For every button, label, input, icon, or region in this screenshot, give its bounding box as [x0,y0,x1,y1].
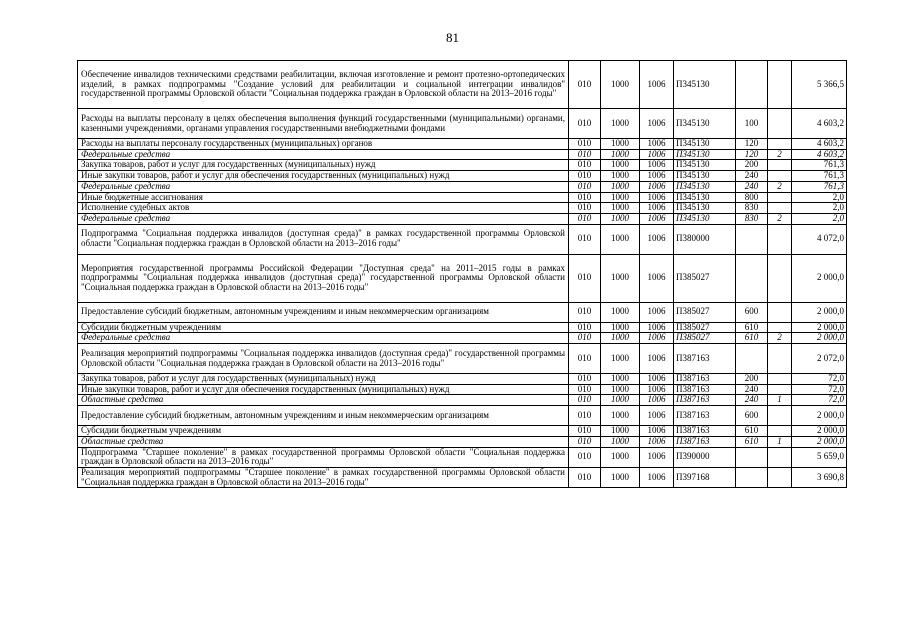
cell-amount: 4 603,2 [792,149,847,160]
cell-ministry-code: 010 [569,160,601,171]
cell-funding-source [768,322,792,333]
cell-amount: 5 366,5 [792,61,847,109]
cell-funding-source [768,467,792,487]
table-row [78,344,847,374]
cell-amount: 2 000,0 [792,322,847,333]
cell-amount: 72,0 [792,384,847,395]
table-row [78,109,847,139]
cell-description: Федеральные средства [78,181,569,192]
cell-section-code: 1000 [601,181,640,192]
table-row [78,139,847,150]
cell-target-article: П380000 [674,224,736,254]
cell-description: Реализация мероприятий подпрограммы "Социальная поддержка инвалидов (доступная среда)" государственной программы Орловской области "Социальная поддержка граждан в Орловской области на 2013–2016 годы" [78,344,569,374]
cell-expense-type [736,254,768,302]
cell-expense-type: 240 [736,384,768,395]
cell-description: Субсидии бюджетным учреждениям [78,322,569,333]
cell-section-code: 1000 [601,344,640,374]
cell-ministry-code: 010 [569,61,601,109]
cell-description: Исполнение судебных актов [78,203,569,214]
cell-ministry-code: 010 [569,333,601,344]
cell-subsection-code: 1006 [640,395,674,406]
cell-ministry-code: 010 [569,395,601,406]
table-row [78,333,847,344]
cell-target-article: П345130 [674,203,736,214]
table-row [78,213,847,224]
table-row [78,171,847,182]
cell-funding-source: 2 [768,333,792,344]
cell-section-code: 1000 [601,302,640,322]
cell-funding-source: 1 [768,395,792,406]
cell-amount: 2,0 [792,213,847,224]
cell-amount: 72,0 [792,374,847,385]
cell-funding-source [768,203,792,214]
cell-expense-type [736,344,768,374]
cell-subsection-code: 1006 [640,203,674,214]
cell-funding-source [768,139,792,150]
cell-subsection-code: 1006 [640,302,674,322]
cell-description: Расходы на выплаты персоналу в целях обеспечения выполнения функций государственными (муниципальными) органами, казенными учреждениями, органами управления государственными внебюджетными фондами [78,109,569,139]
table-row [78,302,847,322]
cell-section-code: 1000 [601,224,640,254]
cell-amount: 4 072,0 [792,224,847,254]
cell-amount: 2 000,0 [792,436,847,447]
cell-subsection-code: 1006 [640,160,674,171]
cell-subsection-code: 1006 [640,213,674,224]
table-row [78,447,847,467]
cell-expense-type: 600 [736,406,768,426]
cell-expense-type [736,224,768,254]
cell-target-article: П385027 [674,322,736,333]
cell-ministry-code: 010 [569,302,601,322]
cell-target-article: П387163 [674,426,736,437]
cell-description: Предоставление субсидий бюджетным, автономным учреждениям и иным некоммерческим организациям [78,302,569,322]
cell-amount: 2 000,0 [792,406,847,426]
cell-funding-source [768,224,792,254]
cell-section-code: 1000 [601,203,640,214]
cell-funding-source [768,302,792,322]
cell-subsection-code: 1006 [640,254,674,302]
cell-subsection-code: 1006 [640,139,674,150]
table-row [78,426,847,437]
cell-target-article: П385027 [674,302,736,322]
table-row [78,160,847,171]
cell-expense-type: 830 [736,213,768,224]
cell-target-article: П345130 [674,192,736,203]
table-row [78,436,847,447]
cell-description: Федеральные средства [78,213,569,224]
cell-target-article: П345130 [674,160,736,171]
cell-expense-type: 120 [736,139,768,150]
cell-expense-type: 100 [736,109,768,139]
cell-expense-type: 120 [736,149,768,160]
cell-target-article: П387163 [674,395,736,406]
cell-subsection-code: 1006 [640,467,674,487]
table-row [78,254,847,302]
cell-target-article: П387163 [674,436,736,447]
cell-section-code: 1000 [601,395,640,406]
cell-funding-source [768,406,792,426]
cell-section-code: 1000 [601,384,640,395]
cell-expense-type: 200 [736,374,768,385]
cell-target-article: П387163 [674,384,736,395]
cell-subsection-code: 1006 [640,447,674,467]
cell-description: Иные закупки товаров, работ и услуг для обеспечения государственных (муниципальных) нужд [78,171,569,182]
cell-ministry-code: 010 [569,406,601,426]
cell-description: Субсидии бюджетным учреждениям [78,426,569,437]
table-row [78,192,847,203]
cell-funding-source: 1 [768,436,792,447]
cell-section-code: 1000 [601,160,640,171]
cell-target-article: П345130 [674,61,736,109]
cell-expense-type: 800 [736,192,768,203]
cell-subsection-code: 1006 [640,181,674,192]
cell-subsection-code: 1006 [640,171,674,182]
cell-ministry-code: 010 [569,467,601,487]
cell-target-article: П345130 [674,181,736,192]
cell-expense-type [736,61,768,109]
cell-funding-source [768,426,792,437]
cell-target-article: П387163 [674,406,736,426]
cell-funding-source [768,374,792,385]
table-row [78,61,847,109]
cell-section-code: 1000 [601,61,640,109]
cell-amount: 2 000,0 [792,426,847,437]
cell-description: Мероприятия государственной программы Российской Федерации "Доступная среда" на 2011–2015 годы в рамках подпрограммы "Социальная поддержка инвалидов (доступная среда)" государственной программы Орловской области "Социальная поддержка граждан в Орловской области на 2013–2016 годы" [78,254,569,302]
cell-ministry-code: 010 [569,384,601,395]
cell-expense-type: 240 [736,171,768,182]
cell-section-code: 1000 [601,436,640,447]
cell-expense-type: 600 [736,302,768,322]
cell-section-code: 1000 [601,171,640,182]
cell-description: Федеральные средства [78,149,569,160]
cell-funding-source: 2 [768,181,792,192]
table-row [78,374,847,385]
cell-expense-type [736,447,768,467]
cell-subsection-code: 1006 [640,384,674,395]
cell-subsection-code: 1006 [640,109,674,139]
cell-target-article: П345130 [674,171,736,182]
cell-ministry-code: 010 [569,171,601,182]
cell-ministry-code: 010 [569,344,601,374]
cell-expense-type: 610 [736,436,768,447]
cell-section-code: 1000 [601,333,640,344]
cell-amount: 2 000,0 [792,333,847,344]
cell-description: Иные бюджетные ассигнования [78,192,569,203]
cell-section-code: 1000 [601,406,640,426]
cell-funding-source: 2 [768,213,792,224]
cell-description: Федеральные средства [78,333,569,344]
cell-amount: 2,0 [792,203,847,214]
cell-amount: 2,0 [792,192,847,203]
cell-target-article: П387163 [674,374,736,385]
cell-expense-type: 610 [736,333,768,344]
cell-expense-type: 240 [736,181,768,192]
cell-amount: 72,0 [792,395,847,406]
cell-section-code: 1000 [601,109,640,139]
cell-amount: 761,3 [792,160,847,171]
cell-amount: 2 072,0 [792,344,847,374]
cell-description: Реализация мероприятий подпрограммы "Старшее поколение" в рамках государственной программы Орловской области "Социальная поддержка граждан в Орловской области на 2013–2016 годы" [78,467,569,487]
cell-amount: 4 603,2 [792,139,847,150]
cell-description: Подпрограмма "Старшее поколение" в рамках государственной программы Орловской области "Социальная поддержка граждан в Орловской области на 2013–2016 годы" [78,447,569,467]
cell-description: Иные закупки товаров, работ и услуг для обеспечения государственных (муниципальных) нужд [78,384,569,395]
cell-target-article: П345130 [674,149,736,160]
cell-ministry-code: 010 [569,149,601,160]
cell-ministry-code: 010 [569,192,601,203]
cell-expense-type: 830 [736,203,768,214]
cell-funding-source [768,254,792,302]
cell-section-code: 1000 [601,374,640,385]
table-row [78,406,847,426]
cell-subsection-code: 1006 [640,61,674,109]
cell-section-code: 1000 [601,467,640,487]
cell-funding-source [768,447,792,467]
cell-target-article: П397168 [674,467,736,487]
table-row [78,203,847,214]
cell-target-article: П387163 [674,344,736,374]
table-row [78,322,847,333]
cell-funding-source [768,109,792,139]
cell-funding-source [768,344,792,374]
cell-amount: 2 000,0 [792,302,847,322]
cell-section-code: 1000 [601,254,640,302]
cell-description: Расходы на выплаты персоналу государственных (муниципальных) органов [78,139,569,150]
cell-section-code: 1000 [601,149,640,160]
cell-subsection-code: 1006 [640,333,674,344]
cell-ministry-code: 010 [569,224,601,254]
cell-subsection-code: 1006 [640,192,674,203]
cell-ministry-code: 010 [569,181,601,192]
cell-section-code: 1000 [601,213,640,224]
cell-amount: 3 690,8 [792,467,847,487]
cell-description: Подпрограмма "Социальная поддержка инвалидов (доступная среда)" в рамках государственной программы Орловской области "Социальная поддержка граждан в Орловской области на 2013–2016 годы" [78,224,569,254]
cell-target-article: П345130 [674,139,736,150]
cell-section-code: 1000 [601,426,640,437]
table-row [78,395,847,406]
cell-ministry-code: 010 [569,374,601,385]
budget-table [77,60,847,488]
cell-section-code: 1000 [601,192,640,203]
cell-subsection-code: 1006 [640,344,674,374]
cell-funding-source [768,160,792,171]
cell-amount: 761,3 [792,171,847,182]
cell-expense-type: 200 [736,160,768,171]
cell-target-article: П385027 [674,254,736,302]
cell-description: Обеспечение инвалидов техническими средствами реабилитации, включая изготовление и ремонт протезно-ортопедических изделий, в рамках подпрограммы "Создание условий для реабилитации и социальной интеграции инвалидов" государственной программы Орловской области "Социальная поддержка граждан в Орловской области на 2013–2016 годы" [78,61,569,109]
cell-subsection-code: 1006 [640,224,674,254]
cell-ministry-code: 010 [569,213,601,224]
cell-subsection-code: 1006 [640,436,674,447]
cell-amount: 2 000,0 [792,254,847,302]
cell-expense-type: 610 [736,426,768,437]
cell-target-article: П385027 [674,333,736,344]
table-row [78,384,847,395]
cell-expense-type [736,467,768,487]
cell-description: Областные средства [78,395,569,406]
cell-subsection-code: 1006 [640,426,674,437]
table-body [78,61,847,488]
cell-section-code: 1000 [601,322,640,333]
page-number: 81 [446,30,459,45]
cell-expense-type: 240 [736,395,768,406]
table-row [78,149,847,160]
cell-funding-source [768,384,792,395]
table-row [78,181,847,192]
cell-description: Областные средства [78,436,569,447]
cell-description: Предоставление субсидий бюджетным, автономным учреждениям и иным некоммерческим организациям [78,406,569,426]
table-row [78,467,847,487]
cell-target-article: П390000 [674,447,736,467]
cell-subsection-code: 1006 [640,406,674,426]
cell-description: Закупка товаров, работ и услуг для государственных (муниципальных) нужд [78,374,569,385]
cell-subsection-code: 1006 [640,322,674,333]
cell-target-article: П345130 [674,213,736,224]
cell-ministry-code: 010 [569,322,601,333]
cell-subsection-code: 1006 [640,149,674,160]
cell-amount: 761,3 [792,181,847,192]
cell-amount: 4 603,2 [792,109,847,139]
cell-section-code: 1000 [601,139,640,150]
cell-amount: 5 659,0 [792,447,847,467]
cell-section-code: 1000 [601,447,640,467]
cell-ministry-code: 010 [569,109,601,139]
cell-funding-source [768,192,792,203]
cell-description: Закупка товаров, работ и услуг для государственных (муниципальных) нужд [78,160,569,171]
cell-ministry-code: 010 [569,254,601,302]
cell-ministry-code: 010 [569,203,601,214]
cell-ministry-code: 010 [569,139,601,150]
cell-funding-source [768,171,792,182]
cell-expense-type: 610 [736,322,768,333]
table-row [78,224,847,254]
cell-ministry-code: 010 [569,436,601,447]
cell-target-article: П345130 [674,109,736,139]
cell-ministry-code: 010 [569,426,601,437]
cell-funding-source: 2 [768,149,792,160]
cell-funding-source [768,61,792,109]
cell-ministry-code: 010 [569,447,601,467]
cell-subsection-code: 1006 [640,374,674,385]
